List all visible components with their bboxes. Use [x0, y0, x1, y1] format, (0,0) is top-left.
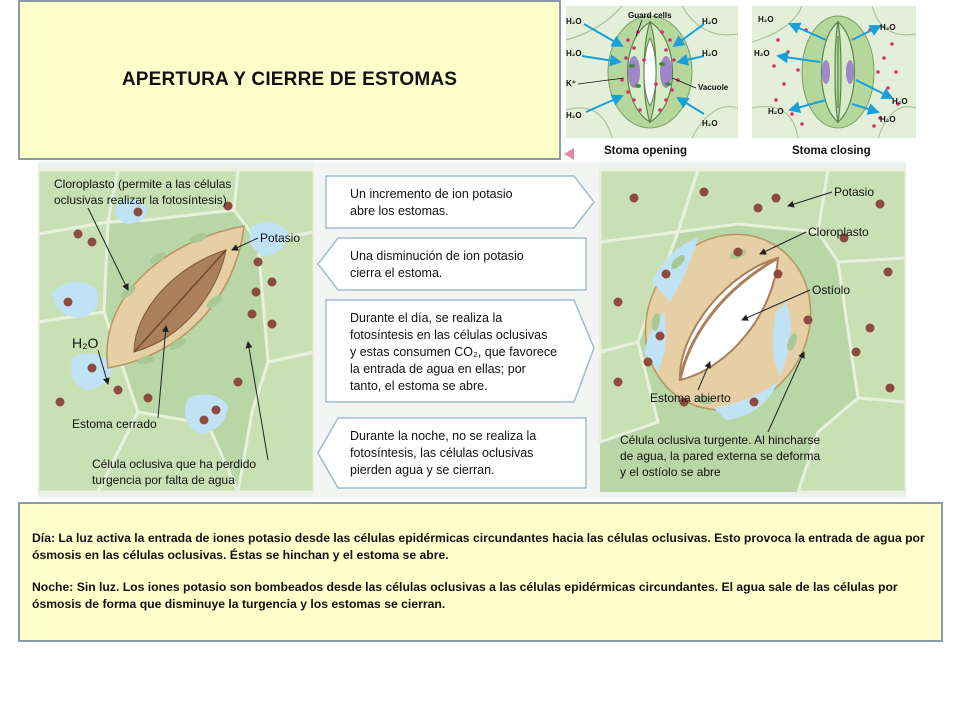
svg-text:y el ostíolo se abre: y el ostíolo se abre: [620, 465, 721, 479]
page-title: APERTURA Y CIERRE DE ESTOMAS: [121, 69, 458, 90]
stoma-opening-caption: Stoma opening: [604, 145, 688, 157]
vacuole-label: Vacuole: [698, 83, 729, 92]
stoma-opening-closing-diagram: [562, 0, 918, 160]
title-box: [18, 0, 561, 160]
svg-text:H₂O: H₂O: [892, 97, 908, 106]
ostiole-label: Ostíolo: [812, 283, 851, 297]
svg-text:H₂O: H₂O: [566, 49, 582, 58]
svg-text:Un incremento de ion potasio: Un incremento de ion potasio: [350, 187, 513, 201]
svg-text:cierra el estoma.: cierra el estoma.: [350, 266, 443, 280]
stoma-closing-panel: [752, 6, 916, 138]
closed-stoma-label: Estoma cerrado: [72, 417, 157, 431]
closed-stoma-panel: [38, 170, 314, 492]
k-plus-label: K⁺: [566, 79, 576, 88]
svg-text:fotosíntesis en las células oc: fotosíntesis en las células oclusivas: [350, 328, 548, 342]
open-stoma-panel: [600, 170, 906, 492]
svg-text:H₂O: H₂O: [566, 111, 582, 120]
potassium-label-left: Potasio: [260, 231, 301, 245]
day-description: Día: La luz activa la entrada de iones potasio desde las células epidérmicas circundantes hacia las células oclusivas. Esto provoca la entrada de agua por ósmosis en las células oclusivas. Éstas se hinchan y el estoma se abre.: [32, 531, 925, 562]
description-box: [18, 502, 943, 642]
water-label-left: H₂O: [72, 335, 99, 351]
explanation-boxes: [314, 162, 600, 498]
svg-text:H₂O: H₂O: [754, 49, 770, 58]
svg-text:Cloroplasto (permite a las cél: Cloroplasto (permite a las células: [54, 177, 232, 191]
svg-text:H₂O: H₂O: [768, 107, 784, 116]
svg-text:pierden agua y se cierran.: pierden agua y se cierran.: [350, 463, 495, 477]
svg-text:la entrada de agua en ellas; p: la entrada de agua en ellas; por: [350, 362, 526, 376]
svg-text:turgencia por falta de agua: turgencia por falta de agua: [92, 473, 235, 487]
potassium-label-right: Potasio: [834, 185, 875, 199]
svg-text:Célula oclusiva que ha perdido: Célula oclusiva que ha perdido: [92, 457, 257, 471]
svg-text:abre los estomas.: abre los estomas.: [350, 204, 449, 218]
svg-text:Durante la noche, no se realiz: Durante la noche, no se realiza la: [350, 429, 537, 443]
svg-text:de agua, la pared externa se d: de agua, la pared externa se deforma: [620, 449, 821, 463]
svg-text:oclusivas realizar la fotosínt: oclusivas realizar la fotosíntesis): [54, 193, 227, 207]
svg-text:fotosíntesis, las células oclu: fotosíntesis, las células oclusivas: [350, 446, 534, 460]
guard-cells-label: Guard cells: [628, 11, 672, 20]
svg-text:H₂O: H₂O: [702, 119, 718, 128]
chloroplast-label-right: Cloroplasto: [808, 225, 869, 239]
svg-text:H₂O: H₂O: [880, 23, 896, 32]
stoma-opening-panel: [566, 6, 738, 138]
svg-text:H₂O: H₂O: [702, 49, 718, 58]
svg-text:Célula oclusiva turgente. Al h: Célula oclusiva turgente. Al hincharse: [620, 433, 821, 447]
svg-text:H₂O: H₂O: [758, 15, 774, 24]
stoma-closing-caption: Stoma closing: [792, 145, 871, 157]
svg-text:H₂O: H₂O: [880, 115, 896, 124]
svg-text:tanto, el estoma se abre.: tanto, el estoma se abre.: [350, 379, 488, 393]
open-stoma-label: Estoma abierto: [650, 391, 731, 405]
svg-text:y estas consumen CO₂, que favo: y estas consumen CO₂, que favorece: [350, 345, 558, 359]
svg-text:H₂O: H₂O: [566, 17, 582, 26]
svg-text:H₂O: H₂O: [702, 17, 718, 26]
night-description: Noche: Sin luz. Los iones potasio son bombeados desde las células oclusivas a las células epidérmicas circundantes. El agua sale de las células por ósmosis de forma que disminuye la turgencia y los estomas se cierran.: [32, 580, 898, 611]
svg-text:Durante el día, se realiza la: Durante el día, se realiza la: [350, 311, 503, 325]
svg-text:Una disminución de ion potasio: Una disminución de ion potasio: [350, 249, 524, 263]
stomata-main-figure: [38, 162, 906, 498]
